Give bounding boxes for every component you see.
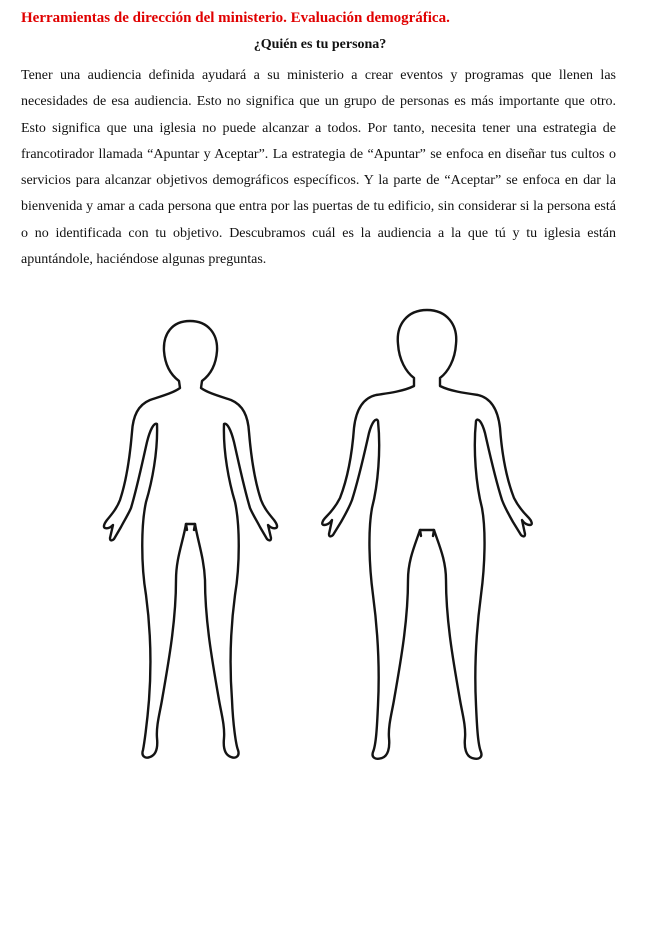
female-body-outline-icon bbox=[104, 321, 277, 758]
body-figures bbox=[0, 300, 656, 780]
document-subtitle: ¿Quién es tu persona? bbox=[253, 37, 387, 52]
male-body-outline-icon bbox=[322, 310, 531, 759]
figures-svg bbox=[0, 300, 656, 780]
document-title: Herramientas de dirección del ministerio. Evaluación demográfica. bbox=[21, 10, 450, 26]
body-paragraph: Tener una audiencia definida ayudará a su ministerio a crear eventos y programas que llenen las necesidades de esa audiencia. Esto no significa que un grupo de personas es más importante que otro. Esto significa que una iglesia no puede alcanzar a todos. Por tanto, necesita tener una estrategia de francotirador llamada “Apuntar y Aceptar”. La estrategia de “Apuntar” se enfoca en diseñar tus cultos o servicios para alcanzar objetivos demográficos específicos. Y la parte de “Aceptar” se enfoca en dar la bienvenida y amar a cada persona que entra por las puertas de tu edificio, sin considerar si la persona está o no identificada con tu objetivo. Descubramos cuál es la audiencia a la que tú y tu iglesia están apuntándole, haciéndose algunas preguntas. bbox=[21, 68, 616, 268]
